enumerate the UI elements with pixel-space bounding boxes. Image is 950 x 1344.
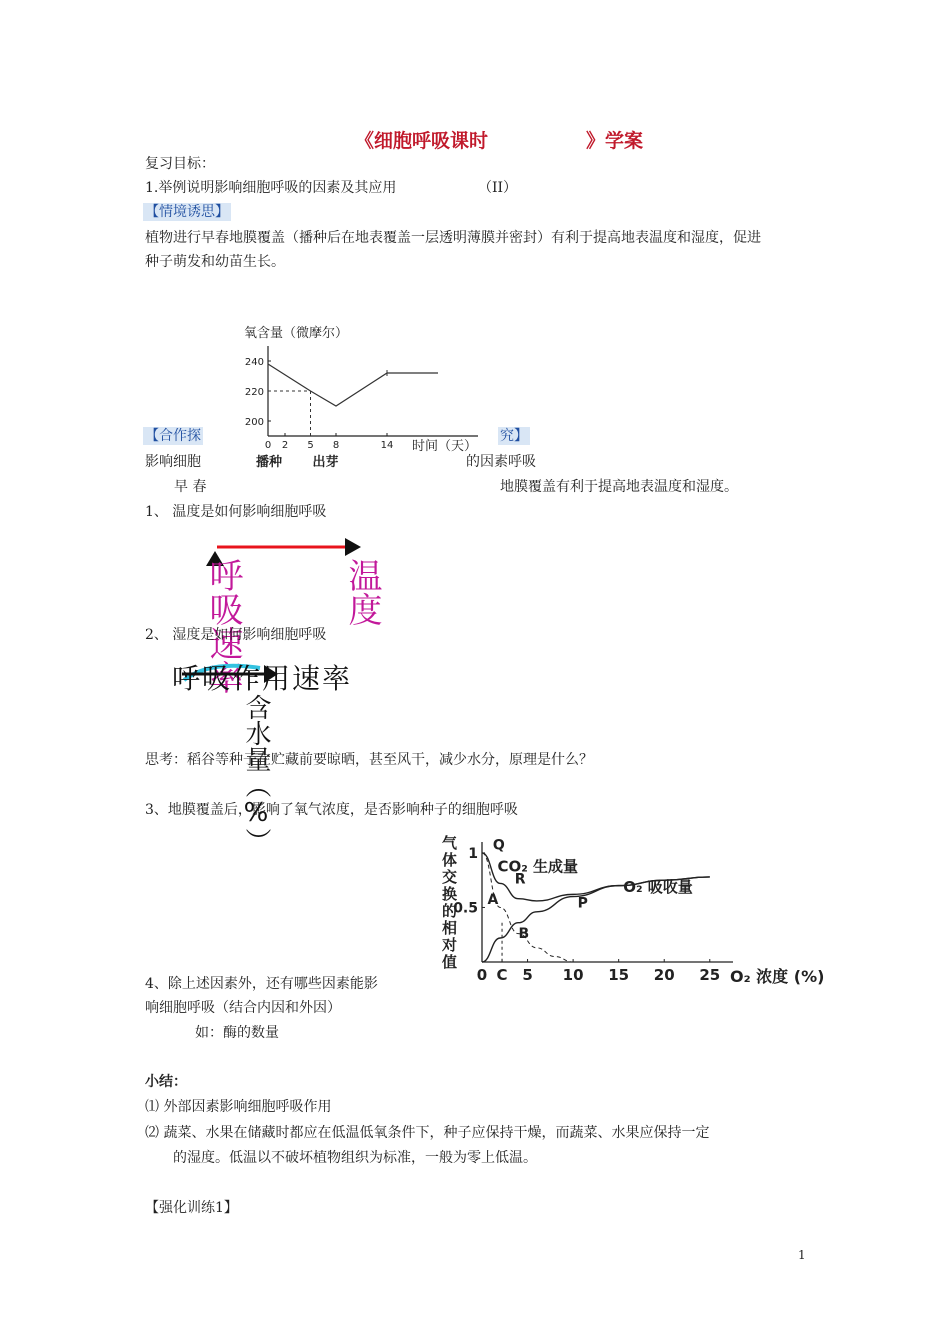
oxygen-series-line	[268, 364, 438, 406]
question-4-line2: 响细胞呼吸（结合内因和外因）	[145, 1000, 341, 1016]
gas-x-tick-label: 20	[653, 966, 675, 984]
oxygen-x-tick-label: 0	[264, 440, 272, 451]
page-number: 1	[798, 1248, 806, 1262]
oxygen-y-tick-label: 240	[244, 357, 264, 368]
summary-item2b: 的湿度。低温以不破坏植物组织为标准，一般为零上低温。	[173, 1150, 537, 1166]
gas-point-label: R	[514, 871, 526, 888]
summary-heading: 小结：	[145, 1074, 187, 1090]
gas-point-label: Q	[492, 837, 505, 854]
gas-point-label: A	[487, 892, 499, 909]
gas-ylabel-char: 换	[442, 885, 458, 903]
gas-ylabel-char: 值	[442, 953, 458, 971]
temperature-figure-x-axis-label: 温度	[342, 558, 382, 626]
oxygen-chart	[236, 320, 486, 472]
review-heading: 复习目标：	[145, 156, 215, 172]
gas-point-label: P	[577, 895, 588, 912]
review-item1-level: （II）	[478, 180, 518, 196]
gas-x-tick-label: C	[496, 966, 508, 984]
gas-ylabel-char: 交	[442, 868, 458, 886]
explore-tag-left: 【合作探	[145, 428, 201, 444]
temperature-figure-y-axis-label: 呼吸速率	[203, 558, 243, 694]
scenario-line1: 植物进行早春地膜覆盖（播种后在地表覆盖一层透明薄膜并密封）有利于提高地表温度和湿度，促进	[145, 230, 761, 246]
gas-point-label: B	[518, 926, 530, 942]
temperature-arrow-head	[345, 538, 361, 556]
explore-line1-left: 影响细胞	[145, 454, 201, 470]
gas-x-tick-label: 10	[562, 966, 584, 984]
oxygen-x-tick-label: 8	[332, 440, 340, 451]
gas-ylabel-char: 气	[442, 834, 458, 852]
oxygen-chart-ylabel: 氧含量（微摩尔）	[244, 326, 349, 341]
gas-y-tick-label: 0.5	[453, 900, 478, 917]
explore-line2-right: 地膜覆盖有利于提高地表温度和湿度。	[500, 479, 738, 495]
question-3: 3、地膜覆盖后，影响了氧气浓度，是否影响种子的细胞呼吸	[145, 802, 518, 818]
gas-chart-xlabel: O₂ 浓度 (%)	[730, 967, 825, 986]
gas-ylabel-char: 的	[442, 902, 458, 920]
gas-series-label: CO₂ 生成量	[497, 857, 579, 876]
question-4-example: 如：酶的数量	[195, 1025, 279, 1041]
oxygen-x-annotation: 出芽	[312, 455, 339, 470]
gas-ylabel-char: 相	[442, 919, 458, 937]
gas-ylabel-char: 对	[442, 936, 458, 954]
gas-x-tick-label: 15	[608, 966, 630, 984]
training-heading: 【强化训练1】	[145, 1200, 238, 1216]
question-4-line1: 4、除上述因素外，还有哪些因素能影	[145, 976, 378, 992]
oxygen-y-tick-label: 220	[244, 387, 264, 398]
oxygen-x-tick-label: 14	[380, 440, 394, 451]
think-question: 思考：稻谷等种子在贮藏前要晾晒，甚至风干，减少水分，原理是什么？	[145, 752, 593, 768]
gas-exchange-chart	[428, 830, 838, 990]
humidity-figure-x-axis-label: 含水量（%）	[241, 694, 271, 854]
oxygen-x-tick-label: 2	[281, 440, 289, 451]
gas-y-tick-label: 1	[468, 845, 478, 862]
scenario-tag: 【情境诱思】	[145, 204, 229, 220]
page-title	[355, 126, 643, 153]
oxygen-chart-xlabel: 时间（天）	[412, 439, 478, 454]
question-1: 1、 温度是如何影响细胞呼吸	[145, 504, 327, 520]
oxygen-x-annotation: 播种	[256, 455, 283, 470]
gas-x-tick-label: 5	[522, 966, 533, 984]
oxygen-y-tick-label: 200	[244, 417, 264, 428]
title-left: 《细胞呼吸课时	[355, 130, 489, 152]
title-right: 》学案	[586, 130, 644, 152]
gas-ylabel-char: 体	[442, 851, 458, 869]
gas-x-tick-label: 25	[699, 966, 721, 984]
scenario-line2: 种子萌发和幼苗生长。	[145, 254, 285, 270]
gas-series-label: O₂ 吸收量	[623, 878, 693, 897]
summary-item1: ⑴ 外部因素影响细胞呼吸作用	[145, 1099, 332, 1115]
gas-x-tick-label: 0	[476, 966, 488, 984]
summary-item2a: ⑵ 蔬菜、水果在储藏时都应在低温低氧条件下，种子应保持干燥，而蔬菜、水果应保持一定	[145, 1125, 710, 1141]
review-item1: 1.举例说明影响细胞呼吸的因素及其应用	[145, 180, 397, 196]
explore-tag-right: 究】	[500, 428, 528, 444]
explore-line1-right: 的因素呼吸	[466, 454, 536, 470]
oxygen-x-tick-label: 5	[307, 440, 314, 451]
explore-line2-left: 早 春	[174, 479, 207, 495]
humidity-figure-y-axis-label: 呼吸作用速率	[172, 662, 353, 695]
question-2: 2、 湿度是如何影响细胞呼吸	[145, 627, 327, 643]
